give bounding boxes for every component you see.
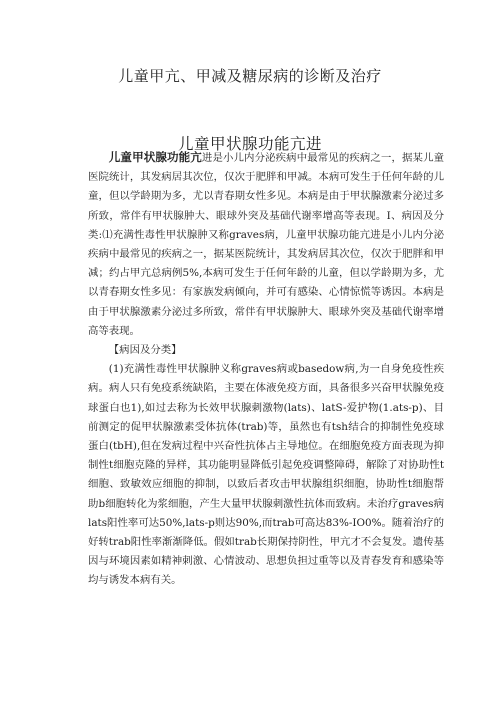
etiology-paragraph: (1)充满性毒性甲状腺肿义称graves病或basedow病,为一自身免疫性疾病。病人只有免疫系统缺陷，主要在体液免疫方面，具备很多兴奋甲状腺免疫球蛋白也1),如过去称为长效甲状腺刺激物(lats)、latS-爱护物(1.ats-p)、目前测定的促甲状腺激素受体抗体(trab)等，虽然也有tsh结合的抑制性免疫球蛋白(tbH),但在发病过程中兴奋性抗体占主导地位。在细胞免疫方面表现为抑制性t细胞克隆的异样，其功能明显降低引起免疫调整障碍，解除了对协助性t细胞、致敏效应细胞的抑制，以致后者攻击甲状腺组织细胞，协助性t细胞帮助b细胞转化为浆细胞，产生大量甲状腺刺激性抗体而致病。未治疗graves病lats阳性率可达50%,lats-p则达90%,而trab可高达83%-IO0%。随着治疗的好转trab阳性率渐渐降低。假如trab长期保持阴性，甲亢才不会复发。遗传基因与环境因素如精神刺激、心情波动、思想负担过重等以及青春发育和感染等均与诱发本病有关。: [88, 363, 444, 587]
intro-paragraph: [88, 148, 444, 341]
document-body: [88, 148, 444, 591]
section-heading: 【病因及分类】: [108, 344, 182, 357]
document-title: 儿童甲亢、甲减及糖尿病的诊断及治疗: [118, 67, 382, 85]
section-title: 儿童甲状腺功能亢进: [177, 135, 322, 153]
intro-paragraph-text: 进是小儿内分泌疾病中最常见的疾病之一，据某儿童医院统计，其发病居其次位，仅次于肥胖和甲减。本病可发生于任何年龄的儿童，但以学龄期为多，尤以青春期女性多见。本病是由于甲状腺激素分泌过多所致，常伴有甲状腺肿大、眼球外突及基础代谢率增高等表现。I、病因及分类:⑴充满性毒性甲状腺肿又称graves病，儿童甲状腺功能亢进是小儿内分泌疾病中最常见的疾病之一，据某医院统计，其发病居其次位，仅次于肥胖和甲减；约占甲亢总病例5%,本病可发生于任何年龄的儿童，但以学龄期为多，尤以青春期女性多见：有家族发病倾向，并可有感染、心情惊慌等诱因。本病是由于甲状腺激素分泌过多所致，常伴有甲状腺肿大、眼球外突及基础代谢率增高等表现。: [88, 152, 444, 337]
lead-term: 儿童甲状腺功能亢: [108, 150, 202, 164]
